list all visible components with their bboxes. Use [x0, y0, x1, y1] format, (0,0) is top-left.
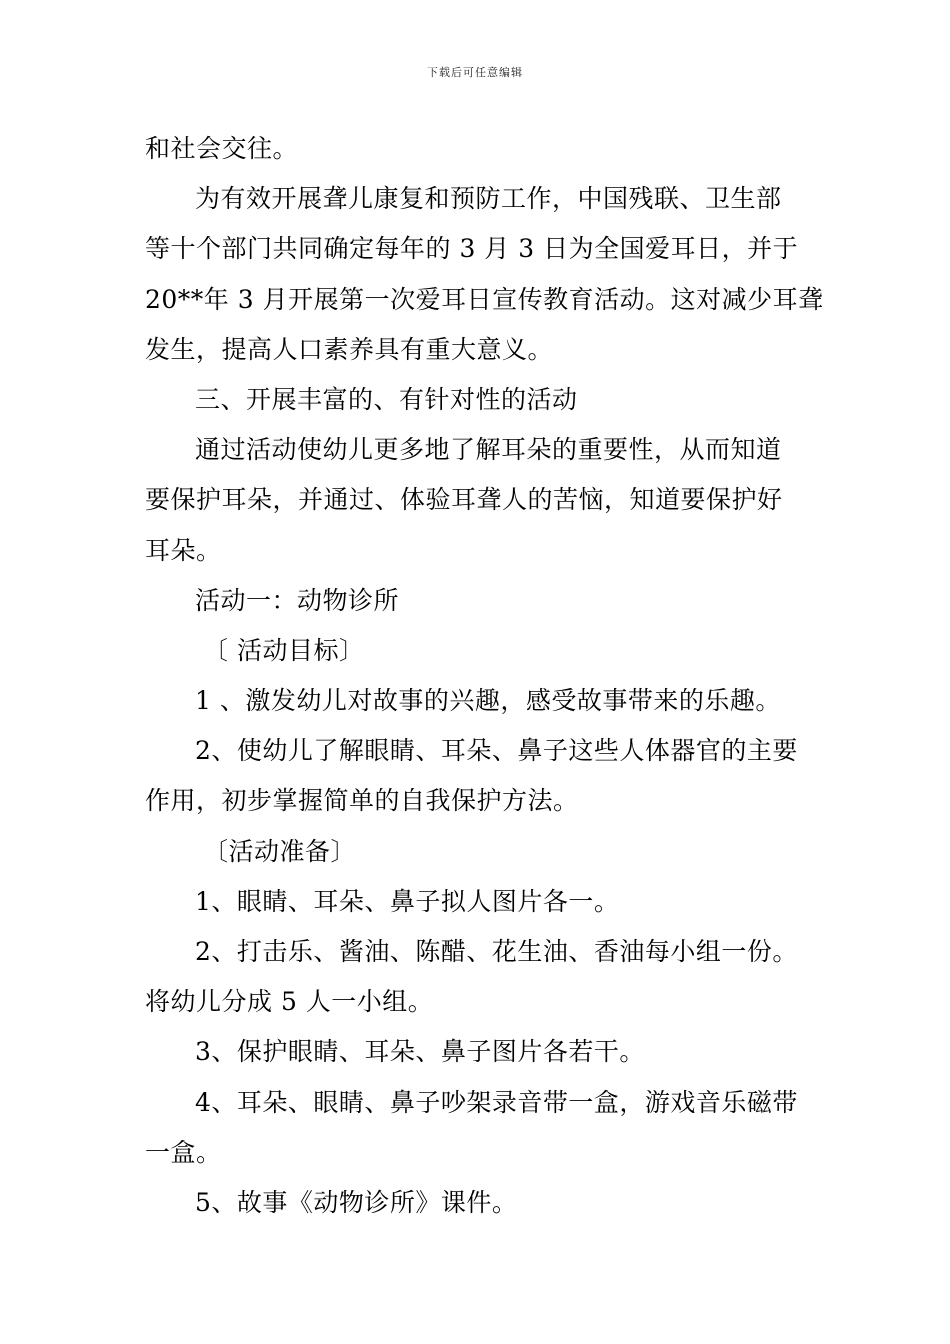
list-item: 3、保护眼睛、耳朵、鼻子图片各若干。 — [195, 1037, 645, 1067]
subheading-activity-goals: 〔 活动目标〕 — [203, 635, 365, 665]
paragraph-line: 要保护耳朵，并通过、体验耳聋人的苦恼，知道要保护好 — [145, 485, 783, 515]
list-item: 2、使幼儿了解眼睛、耳朵、鼻子这些人体器官的主要 — [195, 736, 798, 766]
document-body — [145, 124, 824, 1228]
list-item: 1 、激发幼儿对故事的兴趣，感受故事带来的乐趣。 — [195, 686, 781, 716]
paragraph-line: 和社会交往。 — [145, 134, 299, 163]
paragraph-line: 20**年 3 月开展第一次爱耳日宣传教育活动。这对减少耳聋 — [145, 284, 824, 314]
activity-title: 活动一：动物诊所 — [195, 585, 400, 615]
paragraph-line: 通过活动使幼儿更多地了解耳朵的重要性，从而知道 — [195, 435, 782, 465]
subheading-activity-preparation: 〔活动准备〕 — [203, 836, 357, 866]
list-item-continuation: 一盒。 — [145, 1137, 222, 1167]
list-item-continuation: 将幼儿分成 5 人一小组。 — [145, 987, 434, 1017]
list-item: 5、故事《动物诊所》课件。 — [195, 1187, 518, 1217]
paragraph-line: 为有效开展聋儿康复和预防工作，中国残联、卫生部 — [195, 184, 782, 214]
paragraph-line: 等十个部门共同确定每年的 3 月 3 日为全国爱耳日，并于 — [145, 234, 799, 264]
section-heading: 三、开展丰富的、有针对性的活动 — [195, 384, 578, 414]
list-item: 2、打击乐、酱油、陈醋、花生油、香油每小组一份。 — [195, 937, 798, 966]
paragraph-line: 耳朵。 — [145, 535, 222, 565]
paragraph-line: 发生，提高人口素养具有重大意义。 — [145, 334, 554, 364]
list-item: 1、眼睛、耳朵、鼻子拟人图片各一。 — [195, 886, 620, 916]
list-item-continuation: 作用，初步掌握简单的自我保护方法。 — [145, 786, 579, 816]
list-item: 4、耳朵、眼睛、鼻子吵架录音带一盒，游戏音乐磁带 — [195, 1087, 798, 1117]
page-header-note: 下载后可任意编辑 — [427, 66, 523, 79]
